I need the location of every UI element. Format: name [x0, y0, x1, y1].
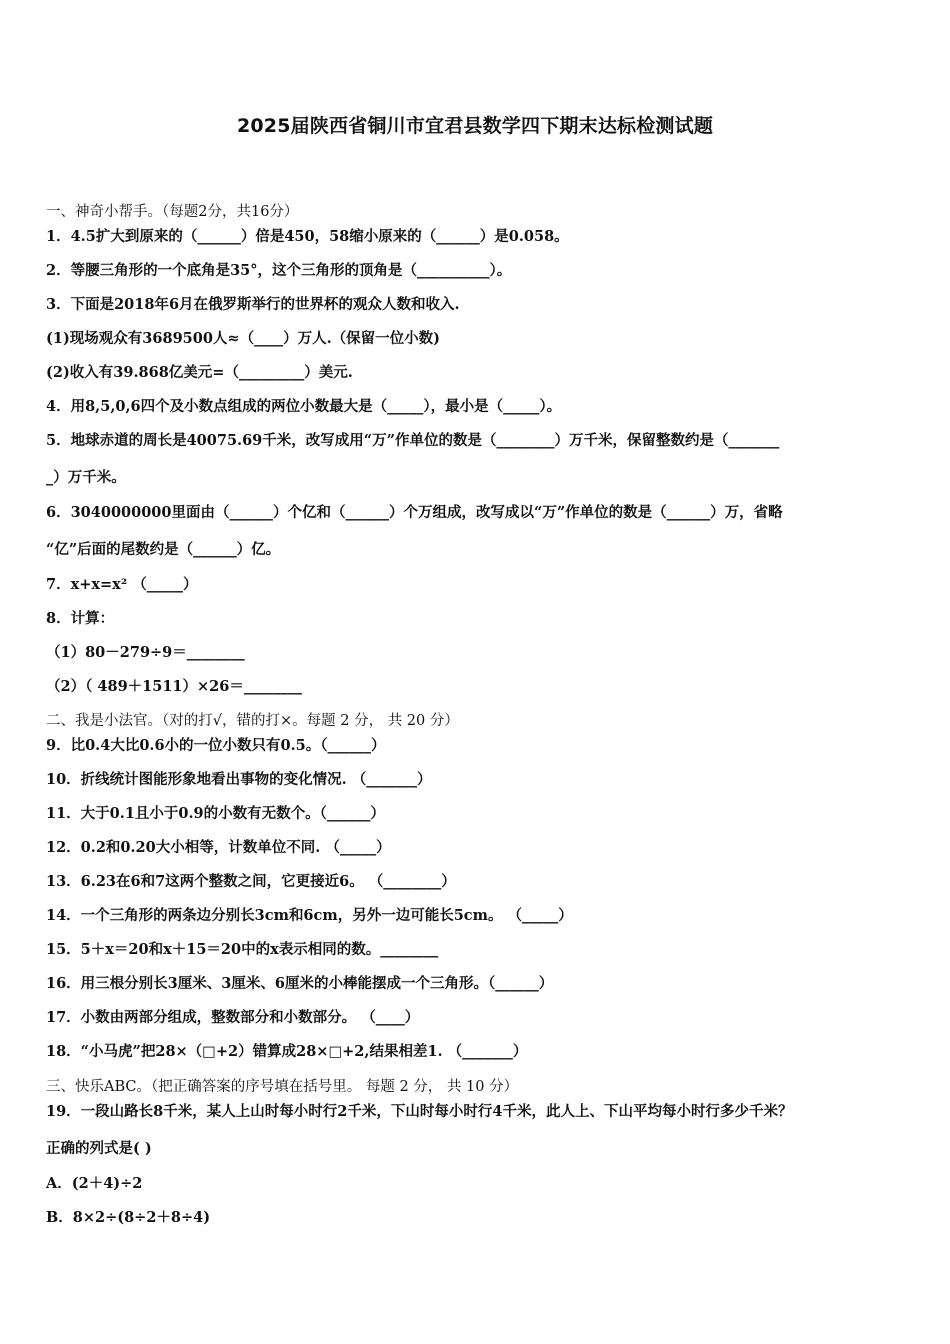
question-7: 7．x+x=x² （_____） — [46, 576, 198, 593]
question-14: 14．一个三角形的两条边分别长3cm和6cm，另外一边可能长5cm。 （_____） — [46, 907, 573, 924]
question-3-part-2: (2)收入有39.868亿美元=（_________）美元. — [46, 364, 353, 381]
question-19: 19．一段山路长8千米，某人上山时每小时行2千米，下山时每小时行4千米，此人上、下山平均每小时行多少千米？ — [46, 1103, 793, 1120]
question-18: 18．“小马虎”把28×（□+2）错算成28×□+2,结果相差1. （_______） — [46, 1043, 528, 1060]
question-6-continued: “亿”后面的尾数约是（______）亿。 — [46, 541, 281, 558]
option-b: B．8×2÷(8÷2＋8÷4) — [46, 1209, 211, 1226]
question-9: 9．比0.4大比0.6小的一位小数只有0.5。（______） — [46, 737, 386, 754]
section-1-heading: 一、神奇小帮手。（每题2分，共16分） — [46, 204, 299, 220]
question-13: 13．6.23在6和7这两个整数之间，它更接近6。 （________） — [46, 873, 456, 890]
section-3-heading: 三、快乐ABC。（把正确答案的序号填在括号里。 每题 2 分， 共 10 分） — [46, 1079, 519, 1095]
question-12: 12．0.2和0.20大小相等，计数单位不同. （_____） — [46, 839, 391, 856]
question-19-prompt: 正确的列式是( ) — [46, 1140, 152, 1157]
question-17: 17．小数由两部分组成，整数部分和小数部分。 （____） — [46, 1009, 420, 1026]
question-11: 11．大于0.1且小于0.9的小数有无数个。（______） — [46, 805, 385, 822]
question-15: 15．5＋x＝20和x＋15＝20中的x表示相同的数。________ — [46, 941, 439, 958]
question-3-part-1: (1)现场观众有3689500人≈（____）万人.（保留一位小数) — [46, 330, 440, 347]
question-8-part-1: （1）80－279÷9＝________ — [46, 644, 245, 661]
question-1: 1．4.5扩大到原来的（______）倍是450，58缩小原来的（______）是0.058。 — [46, 228, 569, 245]
page-title: 2025届陕西省铜川市宜君县数学四下期末达标检测试题 — [236, 115, 714, 137]
question-8: 8．计算： — [46, 610, 115, 627]
option-a: A．(2＋4)÷2 — [46, 1175, 143, 1192]
question-10: 10．折线统计图能形象地看出事物的变化情况. （_______） — [46, 771, 432, 788]
question-3: 3．下面是2018年6月在俄罗斯举行的世界杯的观众人数和收入. — [46, 296, 460, 313]
section-2-heading: 二、我是小法官。（对的打√，错的打×。每题 2 分， 共 20 分） — [46, 713, 459, 729]
question-6: 6．3040000000里面由（______）个亿和（______）个万组成，改写成以“万”作单位的数是（______）万，省略 — [46, 504, 783, 521]
question-5-continued: _）万千米。 — [46, 469, 126, 486]
question-2: 2．等腰三角形的一个底角是35°，这个三角形的顶角是（__________）。 — [46, 262, 512, 279]
question-8-part-2: （2）（ 489＋1511）×26＝________ — [46, 678, 302, 695]
question-16: 16．用三根分别长3厘米、3厘米、6厘米的小棒能摆成一个三角形。（______） — [46, 975, 554, 992]
question-4: 4．用8,5,0,6四个及小数点组成的两位小数最大是（_____），最小是（_____）。 — [46, 398, 562, 415]
question-5: 5．地球赤道的周长是40075.69千米，改写成用“万”作单位的数是（________）万千米，保留整数约是（_______ — [46, 432, 780, 449]
